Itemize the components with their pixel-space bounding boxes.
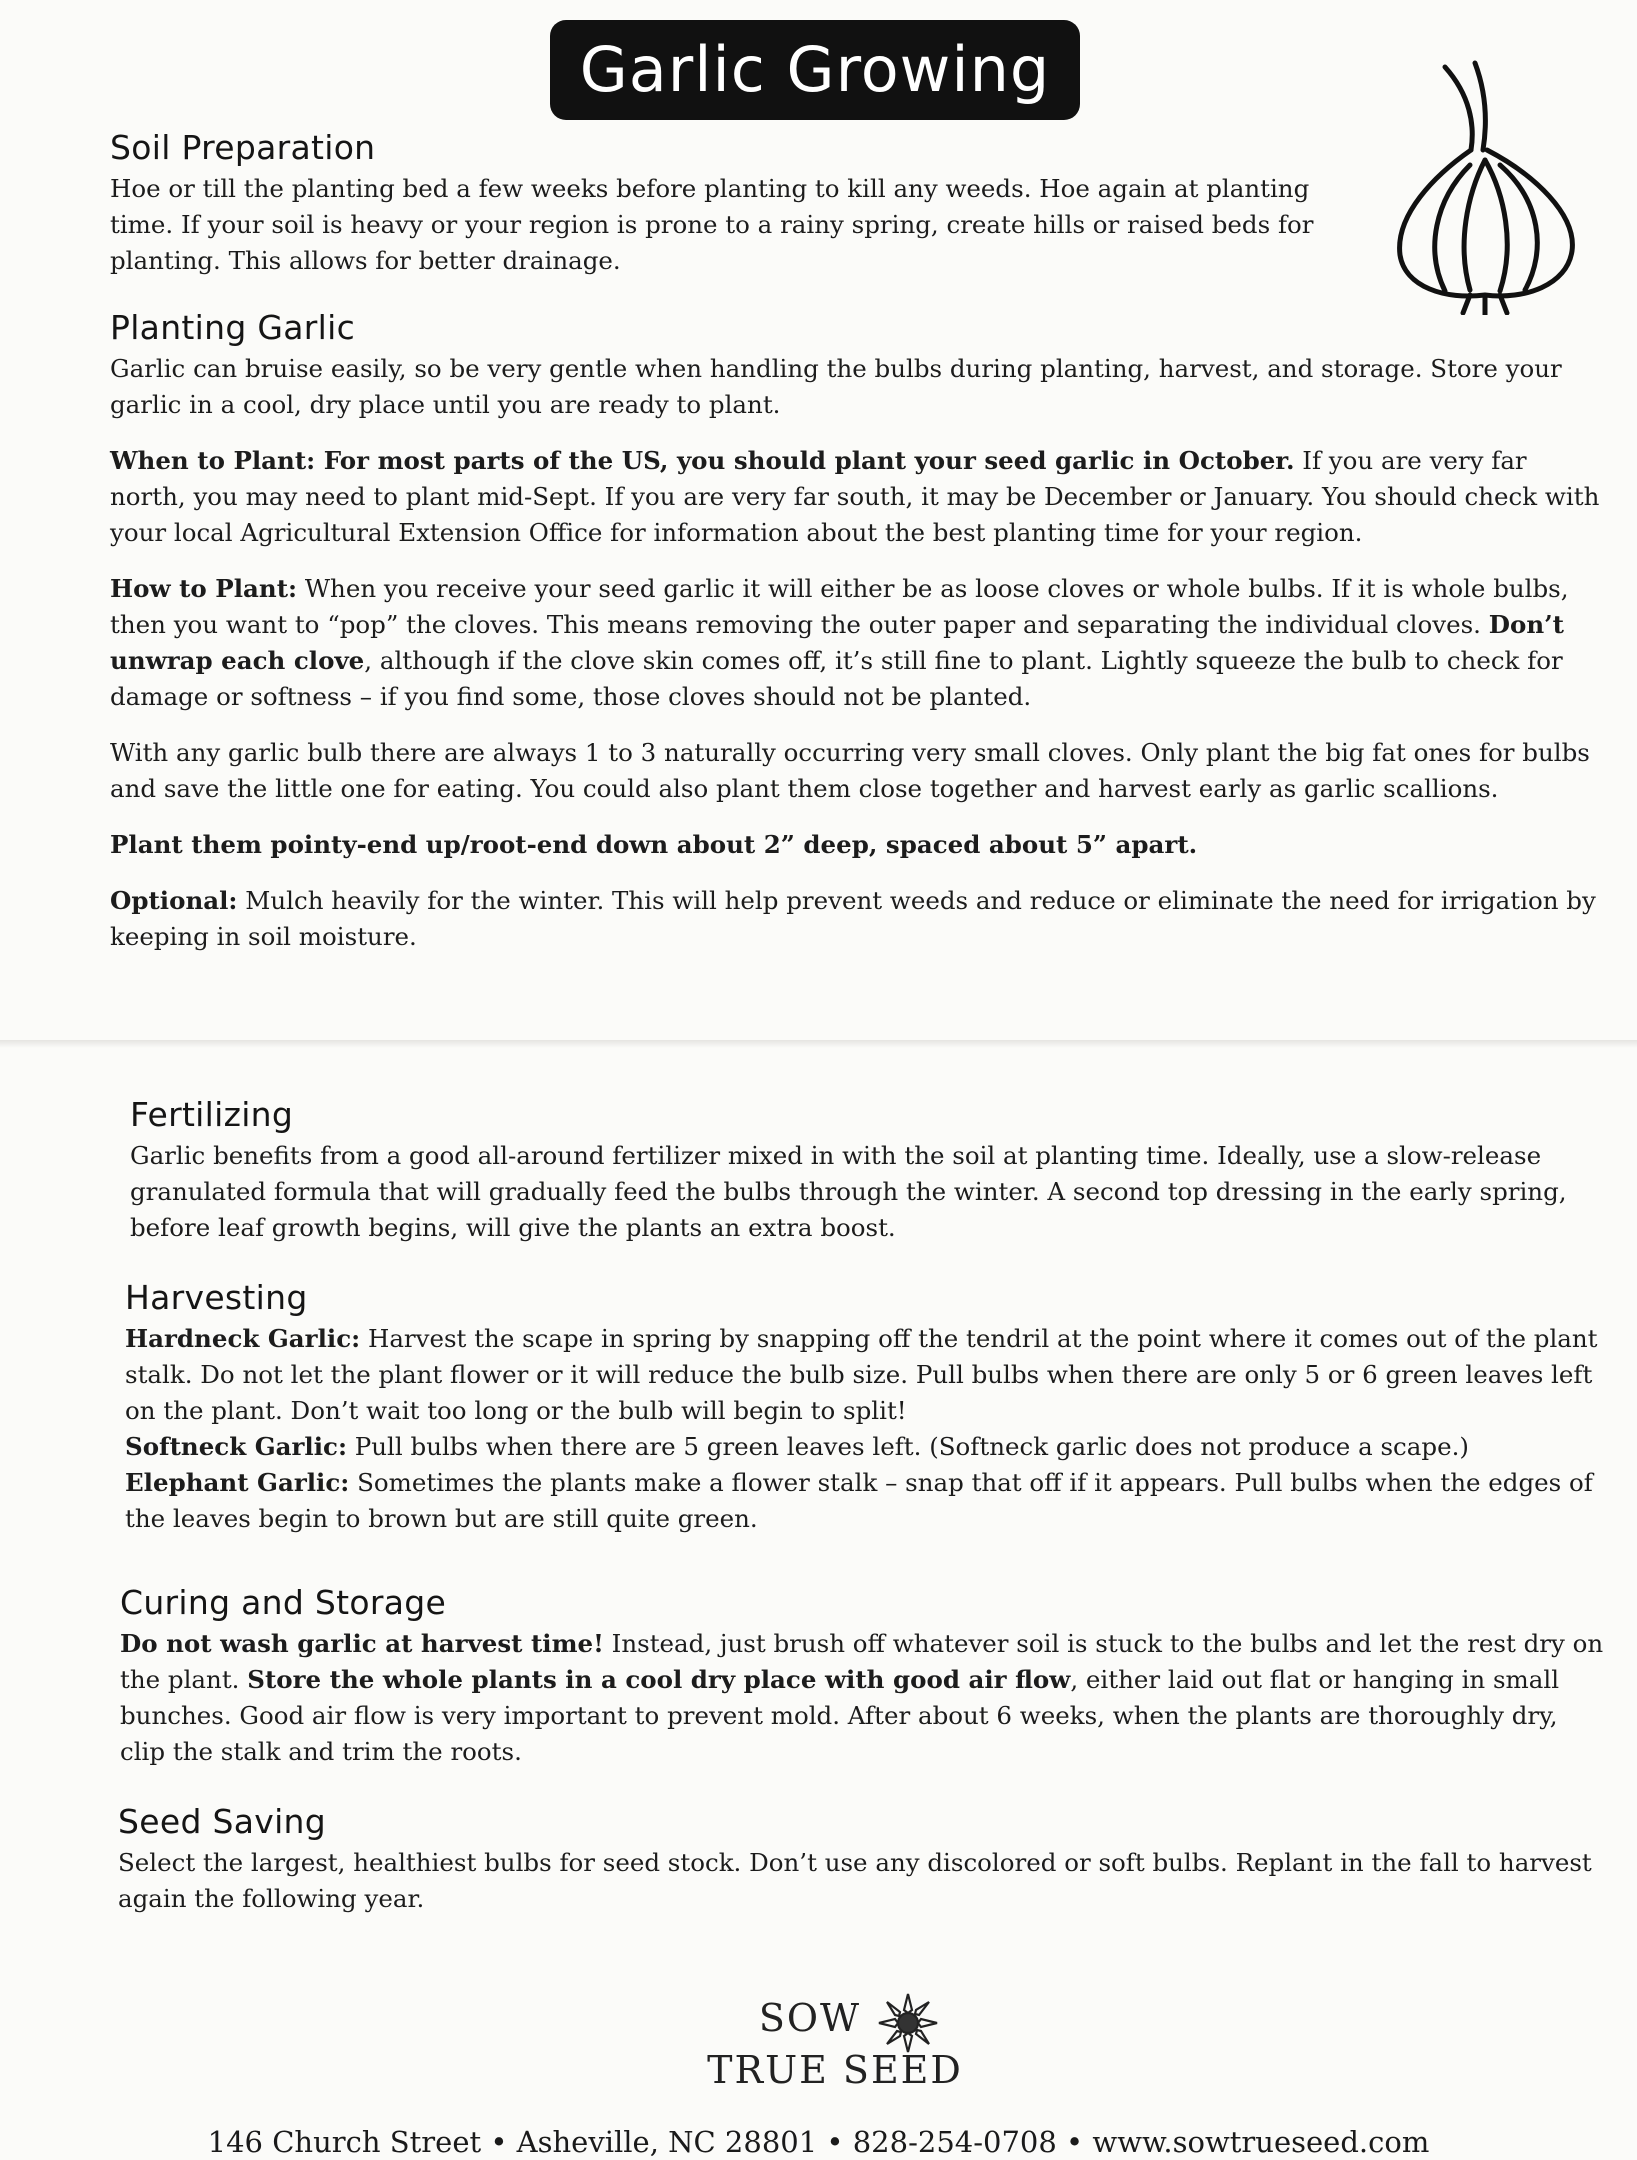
small-cloves-paragraph: With any garlic bulb there are always 1 to 3 naturally occurring very small cloves. Only plant the big fat ones for bulbs and save the little one for eating. You could also plant them close together and harvest early as garlic scallions.	[110, 738, 1590, 803]
fertilizing-heading: Fertilizing	[130, 1095, 294, 1134]
softneck-bold: Softneck Garlic:	[125, 1432, 347, 1461]
curing-section	[120, 1583, 1610, 1770]
planting-heading: Planting Garlic	[110, 308, 356, 347]
optional-text: Mulch heavily for the winter. This will help prevent weeds and reduce or eliminate the need for irrigation by keeping in soil moisture.	[110, 886, 1596, 951]
hardneck-paragraph	[125, 1321, 1610, 1429]
how-to-plant-text: When you receive your seed garlic it will either be as loose cloves or whole bulbs. If it is whole bulbs, then you want to “pop” the cloves. This means removing the outer paper and separating the individual cloves.	[110, 574, 1569, 639]
page-title: Garlic Growing	[550, 20, 1080, 120]
harvesting-heading: Harvesting	[125, 1278, 308, 1317]
curing-bold-2: Store the whole plants in a cool dry place with good air flow	[247, 1665, 1071, 1694]
seed-saving-section	[118, 1802, 1610, 1917]
soil-section	[110, 128, 1350, 279]
fertilizing-section	[130, 1095, 1610, 1246]
sunflower-icon	[875, 1990, 941, 2056]
logo-line-2: TRUE SEED	[707, 2048, 963, 2092]
optional-paragraph	[110, 883, 1600, 955]
curing-text-1: Instead, just brush off whatever soil is stuck to the bulbs and let the rest dry on the plant.	[120, 1629, 1604, 1694]
footer-address: 146 Church Street • Asheville, NC 28801 • 828-254-0708 • www.sowtrueseed.com	[207, 2125, 1430, 2159]
planting-section	[110, 308, 1600, 975]
harvesting-section	[125, 1278, 1610, 1537]
logo-line-1: SOW	[758, 1996, 862, 2040]
fertilizing-text: Garlic benefits from a good all-around fertilizer mixed in with the soil at planting time. Ideally, use a slow-release granulated formula that will gradually feed the bulbs through the winter. A second top dressing in the early spring, before leaf growth begins, will give the plants an extra boost.	[130, 1141, 1567, 1242]
when-to-plant-paragraph	[110, 443, 1600, 551]
fold-shadow	[0, 1040, 1637, 1048]
planting-intro: Garlic can bruise easily, so be very gentle when handling the bulbs during planting, harvest, and storage. Store your garlic in a cool, dry place until you are ready to plant.	[110, 354, 1562, 419]
dont-unwrap-bold: Don’t unwrap each clove	[110, 610, 1564, 675]
curing-paragraph	[120, 1626, 1610, 1770]
curing-text-2: , either laid out flat or hanging in small bunches. Good air flow is very important to prevent mold. After about 6 weeks, when the plants are thoroughly dry, clip the stalk and trim the roots.	[120, 1665, 1560, 1766]
elephant-text: Sometimes the plants make a flower stalk – snap that off if it appears. Pull bulbs when the edges of the leaves begin to brown but are still quite green.	[125, 1468, 1593, 1533]
seed-saving-heading: Seed Saving	[118, 1802, 327, 1841]
elephant-paragraph	[125, 1465, 1610, 1537]
how-to-plant-paragraph	[110, 571, 1600, 715]
sow-true-seed-logo	[700, 1990, 970, 2110]
how-to-plant-text-2: , although if the clove skin comes off, it’s still fine to plant. Lightly squeeze the bulb to check for damage or softness – if you find some, those cloves should not be planted.	[110, 646, 1563, 711]
softneck-paragraph	[125, 1429, 1610, 1465]
how-to-plant-bold: How to Plant:	[110, 574, 298, 603]
soil-heading: Soil Preparation	[110, 128, 376, 167]
softneck-text: Pull bulbs when there are 5 green leaves left. (Softneck garlic does not produce a scape.)	[347, 1432, 1469, 1461]
garlic-bulb-icon	[1375, 55, 1595, 315]
hardneck-bold: Hardneck Garlic:	[125, 1324, 361, 1353]
depth-paragraph	[110, 827, 1600, 863]
curing-heading: Curing and Storage	[120, 1583, 447, 1622]
when-to-plant-text: If you are very far north, you may need to plant mid-Sept. If you are very far south, it may be December or January. You should check with your local Agricultural Extension Office for information about the best planting time for your region.	[110, 446, 1600, 547]
soil-text: Hoe or till the planting bed a few weeks before planting to kill any weeds. Hoe again at planting time. If your soil is heavy or your region is prone to a rainy spring, create hills or raised beds for planting. This allows for better drainage.	[110, 174, 1314, 275]
seed-saving-text: Select the largest, healthiest bulbs for seed stock. Don’t use any discolored or soft bulbs. Replant in the fall to harvest again the following year.	[118, 1848, 1592, 1913]
elephant-bold: Elephant Garlic:	[125, 1468, 350, 1497]
depth-bold: Plant them pointy-end up/root-end down about 2” deep, spaced about 5” apart.	[110, 830, 1198, 859]
when-to-plant-bold: When to Plant: For most parts of the US, you should plant your seed garlic in October.	[110, 446, 1295, 475]
optional-bold: Optional:	[110, 886, 238, 915]
hardneck-text: Harvest the scape in spring by snapping off the tendril at the point where it comes out of the plant stalk. Do not let the plant flower or it will reduce the bulb size. Pull bulbs when there are only 5 or 6 green leaves left on the plant. Don’t wait too long or the bulb will begin to split!	[125, 1324, 1598, 1425]
curing-bold-1: Do not wash garlic at harvest time!	[120, 1629, 604, 1658]
